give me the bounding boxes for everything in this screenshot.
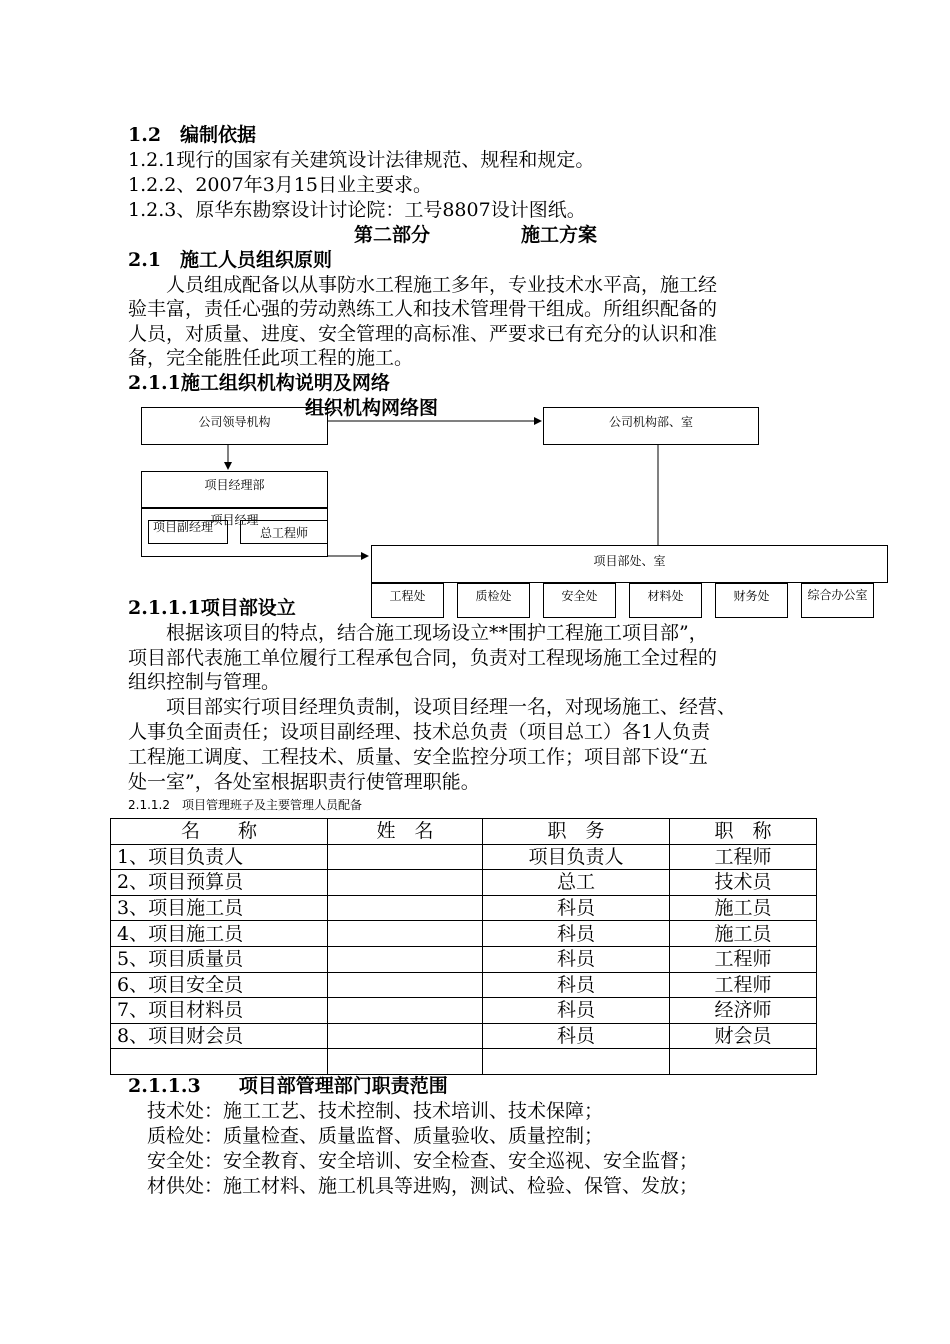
table-row <box>111 895 817 921</box>
staff-table <box>110 818 817 1075</box>
company-leadership-box: 公司领导机构 <box>141 407 328 445</box>
duty-item-materials: 材供处：施工材料、施工机具等进购，测试、检验、保管、发放； <box>128 1175 699 1197</box>
paragraph-line: 验丰富，责任心强的劳动熟练工人和技术管理骨干组成。所组织配备的 <box>128 298 718 320</box>
table-cell: 科员 <box>483 895 670 921</box>
paragraph-line: 组织控制与管理。 <box>128 671 281 693</box>
office-box-finance: 财务处 <box>715 583 788 618</box>
section-2-1-1-title: 2.1.1施工组织机构说明及网络 <box>128 372 390 394</box>
table-cell: 施工员 <box>670 895 817 921</box>
table-cell <box>328 946 483 972</box>
paragraph-line: 项目部代表施工单位履行工程承包合同，负责对工程现场施工全过程的 <box>128 647 718 669</box>
table-cell <box>328 998 483 1024</box>
table-cell: 科员 <box>483 972 670 998</box>
table-cell: 6、项目安全员 <box>111 972 328 998</box>
section-1-2-title: 1.2 编制依据 <box>128 124 257 146</box>
office-box-quality: 质检处 <box>457 583 530 618</box>
section-1-2-1: 1.2.1现行的国家有关建筑设计法律规范、规程和规定。 <box>128 149 595 171</box>
table-cell <box>328 870 483 896</box>
table-cell: 财会员 <box>670 1023 817 1049</box>
paragraph-line: 工程施工调度、工程技术、质量、安全监控分项工作；项目部下设“五 <box>128 746 708 768</box>
org-chart-title: 组织机构网络图 <box>305 397 439 419</box>
project-offices-box: 项目部处、室 <box>371 545 888 583</box>
office-box-materials: 材料处 <box>629 583 702 618</box>
table-cell <box>670 1049 817 1075</box>
table-row <box>111 1023 817 1049</box>
table-row <box>111 972 817 998</box>
office-box-general: 综合办公室 <box>801 583 874 618</box>
table-cell: 1、项目负责人 <box>111 844 328 870</box>
table-cell <box>328 972 483 998</box>
table-cell: 项目负责人 <box>483 844 670 870</box>
section-2-1-title: 2.1 施工人员组织原则 <box>128 249 333 271</box>
table-cell: 科员 <box>483 921 670 947</box>
chief-engineer-box: 总工程师 <box>240 520 328 544</box>
table-cell <box>328 921 483 947</box>
table-cell: 技术员 <box>670 870 817 896</box>
table-cell: 科员 <box>483 1023 670 1049</box>
office-box-engineering: 工程处 <box>371 583 444 618</box>
section-1-2-3: 1.2.3、原华东勘察设计讨论院：工号8807设计图纸。 <box>128 199 586 221</box>
deputy-manager-box: 项目副经理 <box>148 520 228 544</box>
table-cell: 5、项目质量员 <box>111 946 328 972</box>
paragraph-line: 处一室”，各处室根据职责行使管理职能。 <box>128 771 480 793</box>
table-row <box>111 998 817 1024</box>
table-cell: 3、项目施工员 <box>111 895 328 921</box>
table-cell: 7、项目材料员 <box>111 998 328 1024</box>
section-2-1-1-3-title: 2.1.1.3 项目部管理部门职责范围 <box>128 1075 448 1097</box>
paragraph-line: 人员，对质量、进度、安全管理的高标准、严要求已有充分的认识和准 <box>128 323 718 345</box>
project-manager-dept-box: 项目经理部 <box>141 471 328 508</box>
table-cell: 4、项目施工员 <box>111 921 328 947</box>
table-cell: 2、项目预算员 <box>111 870 328 896</box>
duty-item-quality: 质检处：质量检查、质量监督、质量验收、质量控制； <box>128 1125 604 1147</box>
header-cell: 姓 名 <box>328 819 483 845</box>
section-2-1-1-2-title: 2.1.1.2 项目管理班子及主要管理人员配备 <box>128 798 362 812</box>
table-cell <box>328 844 483 870</box>
table-row <box>111 946 817 972</box>
table-cell: 施工员 <box>670 921 817 947</box>
table-cell <box>328 895 483 921</box>
project-manager-label: 项目经理 <box>210 513 259 527</box>
table-row <box>111 870 817 896</box>
paragraph-line: 人员组成配备以从事防水工程施工多年，专业技术水平高，施工经 <box>128 274 718 296</box>
section-2-1-1-1-title: 2.1.1.1项目部设立 <box>128 597 296 619</box>
table-cell: 工程师 <box>670 972 817 998</box>
duty-item-technical: 技术处：施工工艺、技术控制、技术培训、技术保障； <box>128 1100 604 1122</box>
table-cell: 科员 <box>483 946 670 972</box>
table-cell: 总工 <box>483 870 670 896</box>
table-header-row <box>111 819 817 845</box>
table-cell <box>328 1023 483 1049</box>
table-row-empty <box>111 1049 817 1075</box>
paragraph-line: 人事负全面责任；设项目副经理、技术总负责（项目总工）各1人负责 <box>128 721 711 743</box>
table-cell <box>111 1049 328 1075</box>
table-row <box>111 921 817 947</box>
table-cell <box>328 1049 483 1075</box>
table-cell <box>483 1049 670 1075</box>
part-two-title: 施工方案 <box>521 224 598 246</box>
table-cell: 工程师 <box>670 946 817 972</box>
header-cell: 名 称 <box>111 819 328 845</box>
table-cell: 经济师 <box>670 998 817 1024</box>
paragraph-line: 根据该项目的特点，结合施工现场设立**围护工程施工项目部”， <box>128 622 708 644</box>
table-cell: 科员 <box>483 998 670 1024</box>
office-box-safety: 安全处 <box>543 583 616 618</box>
part-two-label: 第二部分 <box>354 224 431 246</box>
header-cell: 职 务 <box>483 819 670 845</box>
table-row <box>111 844 817 870</box>
section-1-2-2: 1.2.2、2007年3月15日业主要求。 <box>128 174 432 196</box>
company-departments-box: 公司机构部、室 <box>543 407 759 445</box>
paragraph-line: 备，完全能胜任此项工程的施工。 <box>128 347 414 369</box>
paragraph-line: 项目部实行项目经理负责制，设项目经理一名，对现场施工、经营、 <box>128 696 737 718</box>
duty-item-safety: 安全处：安全教育、安全培训、安全检查、安全巡视、安全监督； <box>128 1150 699 1172</box>
header-cell: 职 称 <box>670 819 817 845</box>
table-cell: 工程师 <box>670 844 817 870</box>
table-cell: 8、项目财会员 <box>111 1023 328 1049</box>
